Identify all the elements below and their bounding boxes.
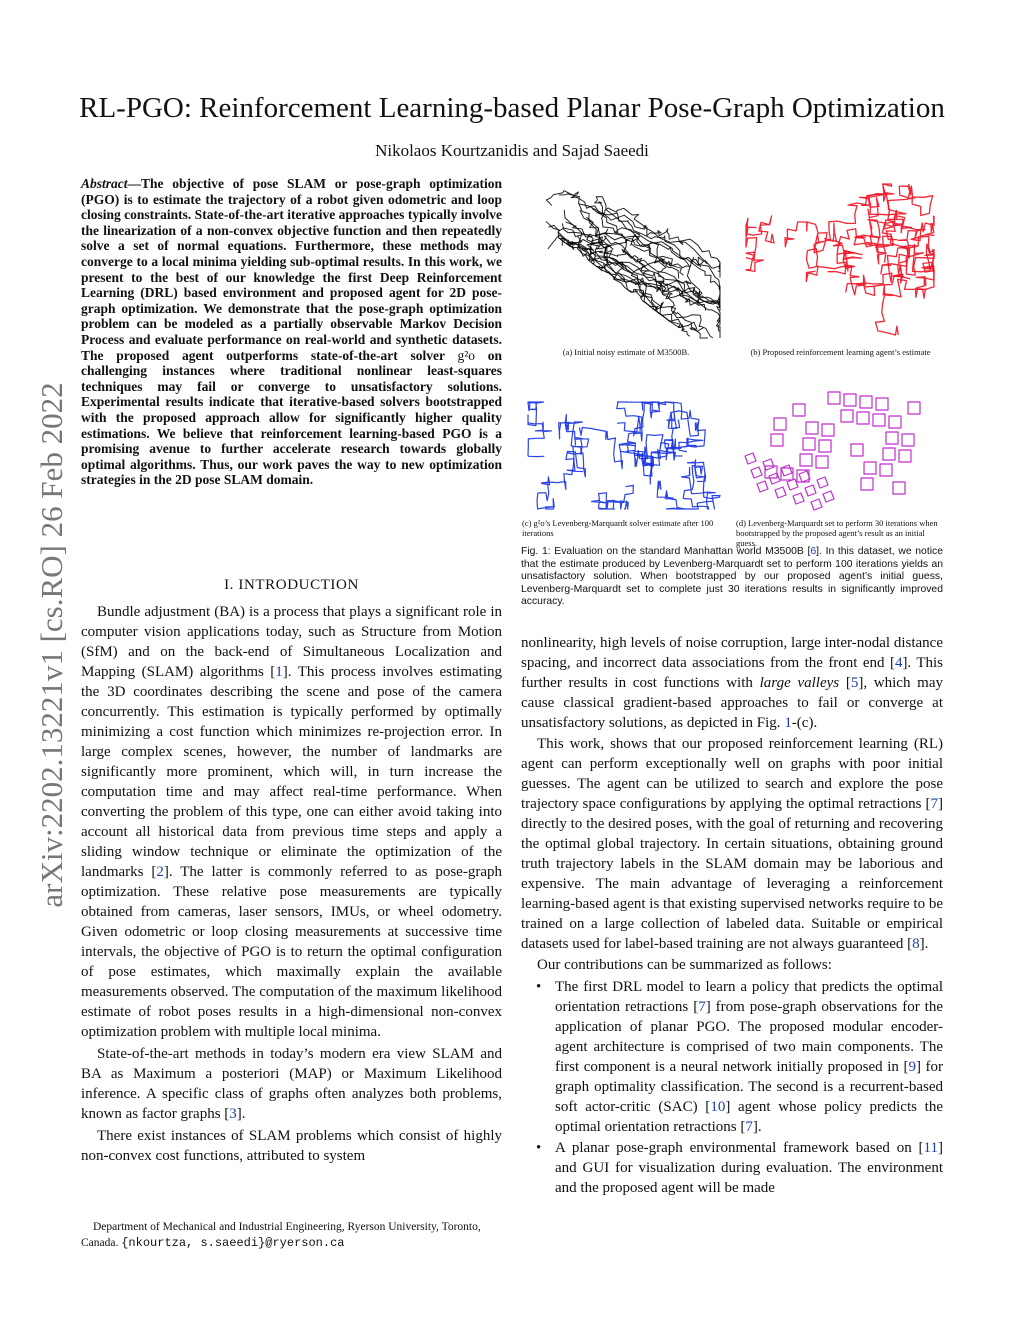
figure-1c-levenberg-marquardt	[524, 398, 724, 513]
contribution-item: • The first DRL model to learn a policy that predicts the optimal orientation retractions [7] from pose-graph observations for the application of planar PGO. The proposed modular encoder-agent architecture is comprised of two main components. The first component is a neural network initially proposed in [9] for graph optimality classification. The second is a recurrent-based soft actor-critic (SAC) [10] agent whose policy predicts the optimal orientation retractions [7].	[536, 979, 944, 1135]
emphasis-large-valleys: large valleys	[759, 675, 840, 691]
figure-link[interactable]: 1	[784, 715, 792, 731]
abstract	[81, 176, 502, 488]
author-emails: {nkourtza, s.saeedi}@ryerson.ca	[121, 1236, 345, 1250]
citation-link[interactable]: 7	[930, 796, 938, 812]
contribution-item: • A planar pose-graph environmental framework based on [11] and GUI for visualization during evaluation. The environment and the proposed agent will be made	[536, 1140, 943, 1196]
intro-paragraph-3: There exist instances of SLAM problems which consist of highly non-convex cost functions, attributed to system	[81, 1128, 502, 1164]
intro-paragraph-2: State-of-the-art methods in today’s modern era view SLAM and BA as Maximum a posteriori (MAP) or Maximum Likelihood inference. A specific class of graphs often analyzes both problems, known as factor graphs [3].	[81, 1046, 502, 1122]
introduction-right	[521, 633, 943, 1198]
citation-link[interactable]: 5	[850, 675, 859, 691]
abstract-label: Abstract	[81, 176, 128, 191]
citation-link[interactable]: 11	[923, 1140, 938, 1156]
trajectory-path	[665, 422, 706, 456]
bullet-icon: •	[536, 1140, 542, 1156]
g2o-math: g²o	[457, 347, 476, 363]
right-paragraph-3: Our contributions can be summarized as follows:	[537, 957, 832, 973]
trajectory-path	[591, 239, 718, 305]
citation-link[interactable]: 8	[912, 936, 920, 952]
trajectory-path	[592, 485, 634, 509]
paper-title: RL-PGO: Reinforcement Learning-based Planar Pose-Graph Optimization	[79, 92, 945, 124]
trajectory-path	[658, 402, 699, 436]
trajectory-path	[537, 452, 585, 510]
citation-link[interactable]: 3	[229, 1106, 237, 1122]
arxiv-identifier: arXiv:2202.13221v1 [cs.RO] 26 Feb 2022	[34, 382, 69, 908]
citation-link[interactable]: 1	[275, 664, 283, 680]
abstract-paragraph: Abstract—The objective of pose SLAM or pose-graph optimization (PGO) is to estimate the trajectory of a robot given odometric and loop closing constraints. State-of-the-art iterative approaches typically involve the linearization of a non-convex objective function and then repeatedly solve a set of normal equations. Furthermore, these methods may converge to a local minima yielding sub-optimal results. In this work, we present to the best of our knowledge the first Deep Reinforcement Learning (DRL) based environment and proposed agent for 2D pose-graph optimization. We demonstrate that the pose-graph optimization problem can be modeled as a partially observable Markov Decision Process and evaluate performance on real-world and synthetic datasets. The proposed agent outperforms state-of-the-art solver g²o on challenging instances where traditional nonlinear least-squares techniques may fail or converge to unsatisfactory solutions. Experimental results indicate that iterative-based solvers bootstrapped with the proposed approach allow for significantly higher quality estimations. We believe that reinforcement learning-based PGO is a promising avenue to further accelerate research towards globally optimal algorithms. Thus, our work paves the way to new optimization strategies in the 2D pose SLAM domain.	[81, 176, 502, 488]
trajectory-path	[657, 473, 720, 509]
trajectory-path	[745, 392, 920, 510]
figure-1d-bootstrapped	[740, 366, 940, 514]
citation-link[interactable]: 6	[810, 546, 817, 557]
right-paragraph-1: nonlinearity, high levels of noise corruption, large inter-nodal distance spacing, and incorrect data associations from the front end [4]. This further results in cost functions with large valleys [5], which may cause classical gradient-based approaches to fail or converge at unsatisfactory solutions, as depicted in Fig. 1-(c).	[521, 635, 943, 731]
citation-link[interactable]: 9	[908, 1059, 916, 1075]
intro-paragraph-1: Bundle adjustment (BA) is a process that plays a significant role in computer vision applications today, such as Structure from Motion (SfM) and on the back-end of Simultaneous Localization and Mapping (SLAM) algorithms [1]. This process involves estimating the 3D coordinates describing the scene and pose of the camera concurrently. This estimation is typically performed by optimally minimizing a cost function which minimizes re-projection error. In large complex scenes, however, the number of landmarks are significantly more prominent, which will, in turn increase the computation time and may affect real-time performance. When converting the problem of this type, one can either avoid taking into account all historical data from previous time steps and apply a sliding window technique or eliminate the optimization of the landmarks [2]. The latter is commonly referred to as pose-graph optimization. These relative pose measurements are typically obtained from cameras, laser sensors, IMUs, or wheel odometry. Given odometric or loop closing measurements at successive time intervals, the objective of PGO is to return the optimal configuration of pose estimates, which maximally explain the available measurements observed. The computation of the maximum likelihood estimate of robot poses results in a high-dimensional non-convex optimization problem with multiple local minima.	[81, 604, 502, 1040]
paper-authors: Nikolaos Kourtzanidis and Sajad Saeedi	[375, 141, 649, 160]
introduction-left	[81, 602, 502, 1166]
citation-link[interactable]: 4	[894, 655, 903, 671]
subcaption-a: (a) Initial noisy estimate of M3500B.	[562, 347, 690, 357]
citation-link[interactable]: 7	[745, 1119, 753, 1135]
citation-link[interactable]: 7	[698, 999, 706, 1015]
figure-1-caption: Fig. 1: Evaluation on the standard Manhattan world M3500B [6]. In this dataset, we notice that the estimate produced by Levenberg-Marquardt set to perform 100 iterations yields an unsatisfactory solution. When bootstrapped by our proposed agent’s initial guess, Levenberg-Marquardt set to complete just 30 iterations results in significantly improved accuracy.	[521, 546, 943, 608]
trajectory-path	[528, 402, 551, 457]
right-paragraph-2: This work, shows that our proposed reinforcement learning (RL) agent can perform exceptionally well on graphs with poor initial guesses. The agent can be utilized to search and explore the pose trajectory space configurations by applying the optimal retractions [7] directly to the desired poses, with the goal of returning and recovering the optimal global trajectory. In certain situations, obtaining ground truth trajectory labels in the SLAM domain may be laborious and expensive. The main advantage of leveraging a reinforcement learning-based agent is that existing supervised networks require to be trained on a large collection of labeled data. Suitable or empirical datasets used for label-based training are not always guaranteed [8].	[521, 736, 943, 952]
affiliation-footnote: Department of Mechanical and Industrial Engineering, Ryerson University, Toronto, Canada. {nkourtza, s.saeedi}@ryerson.ca	[81, 1221, 481, 1250]
figure-1a-initial-estimate	[524, 172, 724, 342]
section-heading-introduction: I. INTRODUCTION	[224, 577, 359, 593]
subcaption-d: (d) Levenberg-Marquardt set to perform 30 iterations when bootstrapped by the proposed agent’s result as an initial guess.	[736, 518, 938, 548]
subcaption-b: (b) Proposed reinforcement learning agent’s estimate	[750, 347, 931, 357]
bullet-icon: •	[536, 979, 542, 995]
trajectory-path	[746, 216, 774, 272]
citation-link[interactable]: 10	[710, 1099, 726, 1115]
trajectory-path	[559, 238, 664, 314]
contributions-list	[521, 977, 943, 1198]
subcaption-c: (c) g²o’s Levenberg-Marquardt solver estimate after 100 iterations	[522, 518, 714, 538]
citation-link[interactable]: 2	[156, 864, 164, 880]
figure-1b-agent-estimate	[740, 178, 940, 343]
